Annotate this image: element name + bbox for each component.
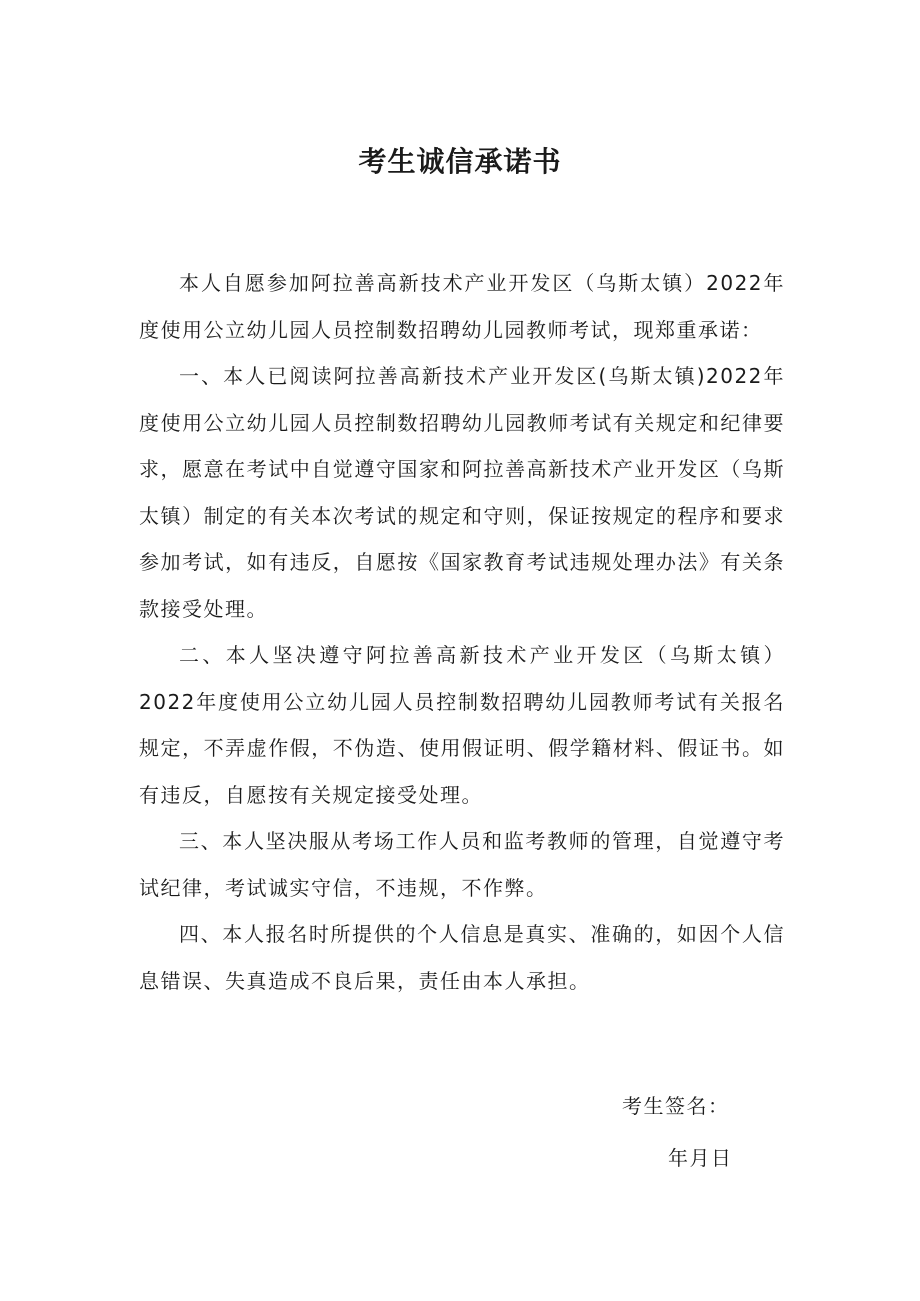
paragraph-clause-3: 三、本人坚决服从考场工作人员和监考教师的管理，自觉遵守考试纪律，考试诚实守信，不违规，不作弊。 xyxy=(139,829,785,900)
paragraph-clause-1: 一、本人已阅读阿拉善高新技术产业开发区(乌斯太镇)2022年度使用公立幼儿园人员控制数招聘幼儿园教师考试有关规定和纪律要求，愿意在考试中自觉遵守国家和阿拉善高新技术产业开发区（乌斯太镇）制定的有关本次考试的规定和守则，保证按规定的程序和要求参加考试，如有违反，自愿按《国家教育考试违规处理办法》有关条款接受处理。 xyxy=(139,364,785,621)
paragraph-clause-2: 二、本人坚决遵守阿拉善高新技术产业开发区（乌斯太镇）2022年度使用公立幼儿园人员控制数招聘幼儿园教师考试有关报名规定，不弄虚作假，不伪造、使用假证明、假学籍材料、假证书。如有违反，自愿按有关规定接受处理。 xyxy=(139,643,785,807)
paragraph-clause-4: 四、本人报名时所提供的个人信息是真实、准确的，如因个人信息错误、失真造成不良后果，责任由本人承担。 xyxy=(139,922,785,993)
document-title: 考生诚信承诺书 xyxy=(358,145,562,178)
signature-label: 考生签名： xyxy=(622,1094,730,1118)
document-body xyxy=(139,260,785,1004)
paragraph-intro: 本人自愿参加阿拉善高新技术产业开发区（乌斯太镇）2022年度使用公立幼儿园人员控制数招聘幼儿园教师考试，现郑重承诺： xyxy=(139,271,785,342)
date-label: 年月日 xyxy=(668,1146,733,1170)
